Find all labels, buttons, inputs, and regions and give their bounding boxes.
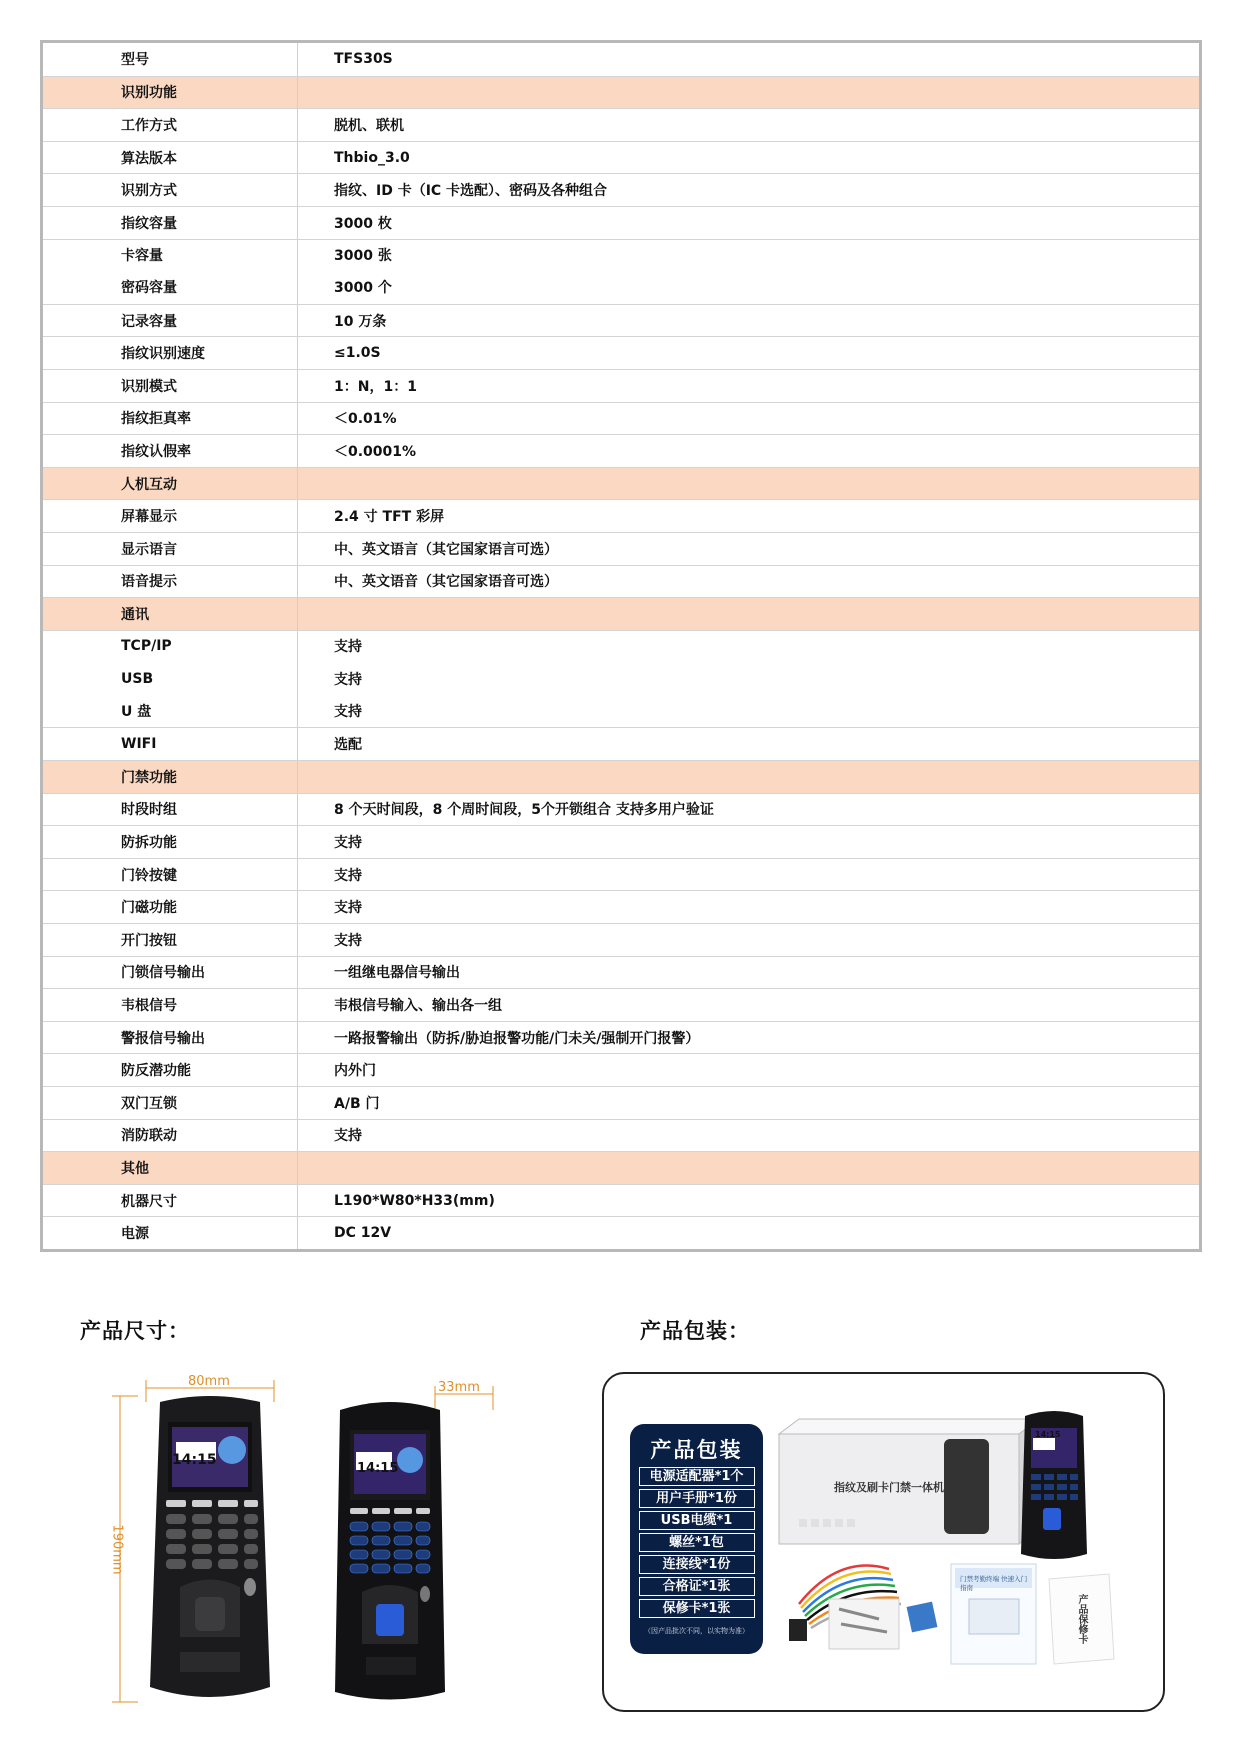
spec-label: 算法版本 (43, 142, 298, 174)
spec-table (40, 40, 1202, 1252)
spec-label: WIFI (43, 728, 298, 760)
spec-value (298, 77, 1199, 109)
spec-label: 通讯 (43, 598, 298, 630)
dimension-lines (100, 1372, 540, 1732)
spec-row (43, 1086, 1199, 1119)
spec-row (43, 336, 1199, 369)
spec-section-row (43, 760, 1199, 793)
spec-value: Thbio_3.0 (334, 149, 410, 166)
spec-row (43, 630, 1199, 663)
spec-row (43, 141, 1199, 174)
spec-value: 支持 (334, 671, 362, 688)
spec-value: 支持 (334, 867, 362, 884)
spec-section-row (43, 597, 1199, 630)
spec-label: 防反潜功能 (43, 1054, 298, 1086)
spec-row (43, 108, 1199, 141)
spec-label: 语音提示 (43, 566, 298, 598)
spec-row (43, 793, 1199, 826)
package-item: 电源适配器*1个 (639, 1467, 755, 1486)
spec-value: 3000 枚 (334, 215, 392, 232)
package-note: （因产品批次不同，以实物为准） (644, 1627, 749, 1635)
package-panel (602, 1372, 1165, 1712)
spec-row (43, 369, 1199, 402)
device-side-view (335, 1402, 445, 1700)
spec-label: 屏幕显示 (43, 500, 298, 532)
spec-value: 内外门 (334, 1063, 376, 1080)
spec-value: 中、英文语言（其它国家语言可选） (334, 541, 558, 558)
spec-value: ≤1.0S (334, 345, 381, 362)
product-size-caption: 产品尺寸： (80, 1319, 190, 1343)
spec-section-row (43, 1151, 1199, 1184)
package-item: USB电缆*1 (639, 1511, 755, 1530)
spec-row (43, 662, 1199, 695)
spec-value: 一组继电器信号输出 (334, 965, 460, 982)
package-item: 保修卡*1张 (639, 1599, 755, 1618)
spec-label: 记录容量 (43, 305, 298, 337)
spec-row (43, 1119, 1199, 1152)
spec-row (43, 206, 1199, 239)
spec-label: 卡容量 (43, 240, 298, 272)
cert-card (907, 1602, 938, 1633)
spec-row (43, 1216, 1199, 1249)
spec-value: 支持 (334, 835, 362, 852)
spec-label: 指纹拒真率 (43, 403, 298, 435)
spec-value: 一路报警输出（防拆/胁迫报警功能/门未关/强制开门报警） (334, 1030, 700, 1047)
spec-row (43, 434, 1199, 467)
width-label: 80mm (188, 1374, 230, 1389)
spec-row (43, 43, 1199, 76)
spec-label: 韦根信号 (43, 989, 298, 1021)
device-front-view (150, 1396, 270, 1697)
spec-label: 门锁信号输出 (43, 957, 298, 989)
spec-label: 门禁功能 (43, 761, 298, 793)
spec-value: DC 12V (334, 1225, 392, 1242)
spec-row (43, 890, 1199, 923)
spec-row (43, 858, 1199, 891)
spec-value (298, 1152, 1199, 1184)
spec-row (43, 727, 1199, 760)
warranty-label: 产品保修卡 (1076, 1594, 1087, 1644)
box-label: 指纹及刷卡门禁一体机 (834, 1481, 944, 1494)
spec-value: A/B 门 (334, 1095, 380, 1112)
spec-row (43, 499, 1199, 532)
spec-value: ＜0.0001% (334, 443, 417, 460)
spec-label: 型号 (43, 43, 298, 76)
spec-value: 3000 个 (334, 280, 392, 297)
spec-label: 门铃按键 (43, 859, 298, 891)
front-clock: 14:15 (172, 1452, 217, 1468)
spec-value: 韦根信号输入、输出各一组 (334, 998, 502, 1015)
spec-row (43, 1021, 1199, 1054)
spec-value: 支持 (334, 900, 362, 917)
spec-value: 中、英文语音（其它国家语音可选） (334, 574, 558, 591)
spec-label: 消防联动 (43, 1120, 298, 1152)
package-clock: 14:15 (1035, 1430, 1061, 1439)
spec-label: 指纹识别速度 (43, 337, 298, 369)
spec-label: 识别功能 (43, 77, 298, 109)
spec-label: 防拆功能 (43, 826, 298, 858)
spec-value: 10 万条 (334, 313, 387, 330)
guide-label: 门禁考勤终端 快速入门指南 (960, 1575, 1028, 1592)
spec-value (298, 468, 1199, 500)
spec-row (43, 695, 1199, 728)
spec-label: 时段时组 (43, 794, 298, 826)
spec-value (298, 761, 1199, 793)
spec-label: 其他 (43, 1152, 298, 1184)
spec-label: 电源 (43, 1217, 298, 1249)
package-item: 连接线*1份 (639, 1555, 755, 1574)
spec-value: 支持 (334, 1128, 362, 1145)
spec-row (43, 402, 1199, 435)
height-label: 190mm (109, 1524, 125, 1575)
spec-row (43, 825, 1199, 858)
spec-label: 指纹认假率 (43, 435, 298, 467)
package-list (630, 1424, 763, 1654)
package-items (630, 1467, 763, 1618)
spec-value: 1：N，1：1 (334, 378, 417, 395)
spec-row (43, 1184, 1199, 1217)
spec-label: 警报信号输出 (43, 1022, 298, 1054)
package-title: 产品包装 (650, 1438, 743, 1462)
spec-value: 脱机、联机 (334, 117, 404, 134)
spec-row (43, 271, 1199, 304)
spec-label: 识别方式 (43, 174, 298, 206)
spec-value: 选配 (334, 737, 362, 754)
spec-label: 人机互动 (43, 468, 298, 500)
spec-row (43, 956, 1199, 989)
spec-value: TFS30S (334, 51, 393, 68)
spec-value: L190*W80*H33(mm) (334, 1192, 495, 1209)
spec-row (43, 173, 1199, 206)
spec-row (43, 988, 1199, 1021)
spec-value: 指纹、ID 卡（IC 卡选配）、密码及各种组合 (334, 183, 608, 200)
spec-row (43, 239, 1199, 272)
spec-value (298, 598, 1199, 630)
spec-section-row (43, 467, 1199, 500)
spec-value: 8 个天时间段，8 个周时间段，5个开锁组合 支持多用户验证 (334, 802, 714, 819)
depth-label: 33mm (438, 1380, 480, 1395)
spec-label: 指纹容量 (43, 207, 298, 239)
spec-label: 显示语言 (43, 533, 298, 565)
product-package-caption: 产品包装： (640, 1319, 750, 1343)
spec-row (43, 1053, 1199, 1086)
spec-value: 3000 张 (334, 248, 392, 265)
package-contents-illustration (769, 1394, 1159, 1694)
dimension-drawing (100, 1372, 540, 1732)
package-item: 合格证*1张 (639, 1577, 755, 1596)
screws-bag (829, 1599, 899, 1649)
spec-row (43, 532, 1199, 565)
spec-label: USB (43, 662, 298, 695)
spec-label: 开门按钮 (43, 924, 298, 956)
spec-label: 机器尺寸 (43, 1185, 298, 1217)
spec-value: ＜0.01% (334, 411, 397, 428)
spec-row (43, 304, 1199, 337)
spec-row (43, 565, 1199, 598)
package-item: 螺丝*1包 (639, 1533, 755, 1552)
spec-row (43, 923, 1199, 956)
connector (789, 1619, 807, 1641)
spec-label: 识别模式 (43, 370, 298, 402)
spec-label: 密码容量 (43, 271, 298, 304)
spec-label: TCP/IP (43, 631, 298, 663)
package-item: 用户手册*1份 (639, 1489, 755, 1508)
spec-value: 支持 (334, 639, 362, 656)
spec-label: 工作方式 (43, 109, 298, 141)
spec-label: U 盘 (43, 695, 298, 728)
spec-value: 支持 (334, 932, 362, 949)
side-clock: 14:15 (357, 1461, 399, 1476)
spec-value: 2.4 寸 TFT 彩屏 (334, 509, 445, 526)
spec-section-row (43, 76, 1199, 109)
spec-label: 门磁功能 (43, 891, 298, 923)
spec-value: 支持 (334, 704, 362, 721)
spec-label: 双门互锁 (43, 1087, 298, 1119)
